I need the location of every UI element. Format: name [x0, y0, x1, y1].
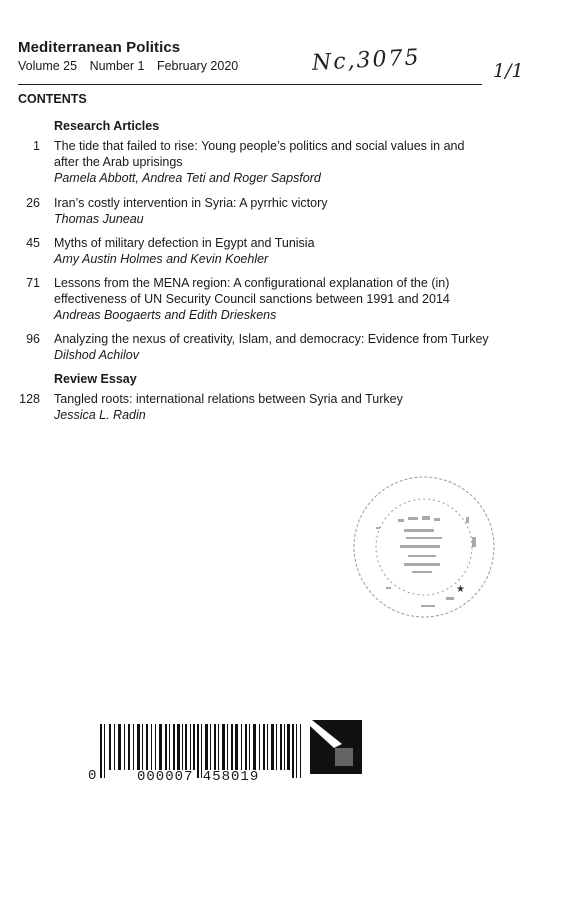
toc-entry-body — [54, 195, 494, 227]
toc-title-line: after the Arab uprisings — [54, 155, 183, 169]
toc-page-number: 96 — [26, 332, 40, 346]
toc-entry-body — [54, 391, 494, 423]
toc-page-number: 45 — [26, 236, 40, 250]
section-heading-research: Research Articles — [54, 119, 160, 133]
handwritten-page-mark: 1/1 — [493, 60, 524, 82]
barcode-digits: 000007 458019 — [137, 769, 260, 785]
svg-text:★: ★ — [456, 584, 465, 595]
toc-entry-body — [54, 275, 494, 323]
header-rule — [18, 84, 482, 85]
toc-page-number: 71 — [26, 276, 40, 290]
toc-authors: Thomas Juneau — [54, 212, 144, 226]
toc-page-number: 128 — [19, 392, 40, 406]
date-label: February 2020 — [156, 59, 239, 73]
issue-line — [18, 59, 247, 73]
toc-entry-body — [54, 138, 494, 186]
toc-title-line: effectiveness of UN Security Council sanctions between 1991 and 2014 — [54, 292, 450, 306]
barcode-prefix: 0 — [88, 768, 97, 784]
barcode — [80, 718, 380, 798]
volume-label: Volume 25 — [18, 59, 78, 73]
contents-heading: CONTENTS — [18, 92, 87, 106]
toc-title-line: The tide that failed to rise: Young people’s politics and social values in and — [54, 139, 465, 153]
toc-authors: Amy Austin Holmes and Kevin Koehler — [54, 252, 269, 266]
toc-title-line: Myths of military defection in Egypt and Tunisia — [54, 236, 315, 250]
toc-title-line: Lessons from the MENA region: A configurational explanation of the (in) — [54, 276, 450, 290]
library-stamp — [346, 467, 496, 627]
section-heading-review: Review Essay — [54, 372, 137, 386]
journal-title: Mediterranean Politics — [18, 39, 181, 56]
toc-entry-body — [54, 235, 494, 267]
toc-authors: Pamela Abbott, Andrea Teti and Roger Sapsford — [54, 171, 321, 185]
toc-authors: Dilshod Achilov — [54, 348, 139, 362]
toc-title-line: Analyzing the nexus of creativity, Islam, and democracy: Evidence from Turkey — [54, 332, 489, 346]
toc-authors: Andreas Boogaerts and Edith Drieskens — [54, 308, 277, 322]
toc-page-number: 26 — [26, 196, 40, 210]
toc-authors: Jessica L. Radin — [54, 408, 146, 422]
toc-page-number: 1 — [33, 139, 40, 153]
toc-title-line: Iran’s costly intervention in Syria: A pyrrhic victory — [54, 196, 328, 210]
toc-entry-body — [54, 331, 494, 363]
handwritten-note: Nc,3075 — [311, 45, 422, 76]
number-label: Number 1 — [89, 59, 145, 73]
toc-title-line: Tangled roots: international relations between Syria and Turkey — [54, 392, 403, 406]
